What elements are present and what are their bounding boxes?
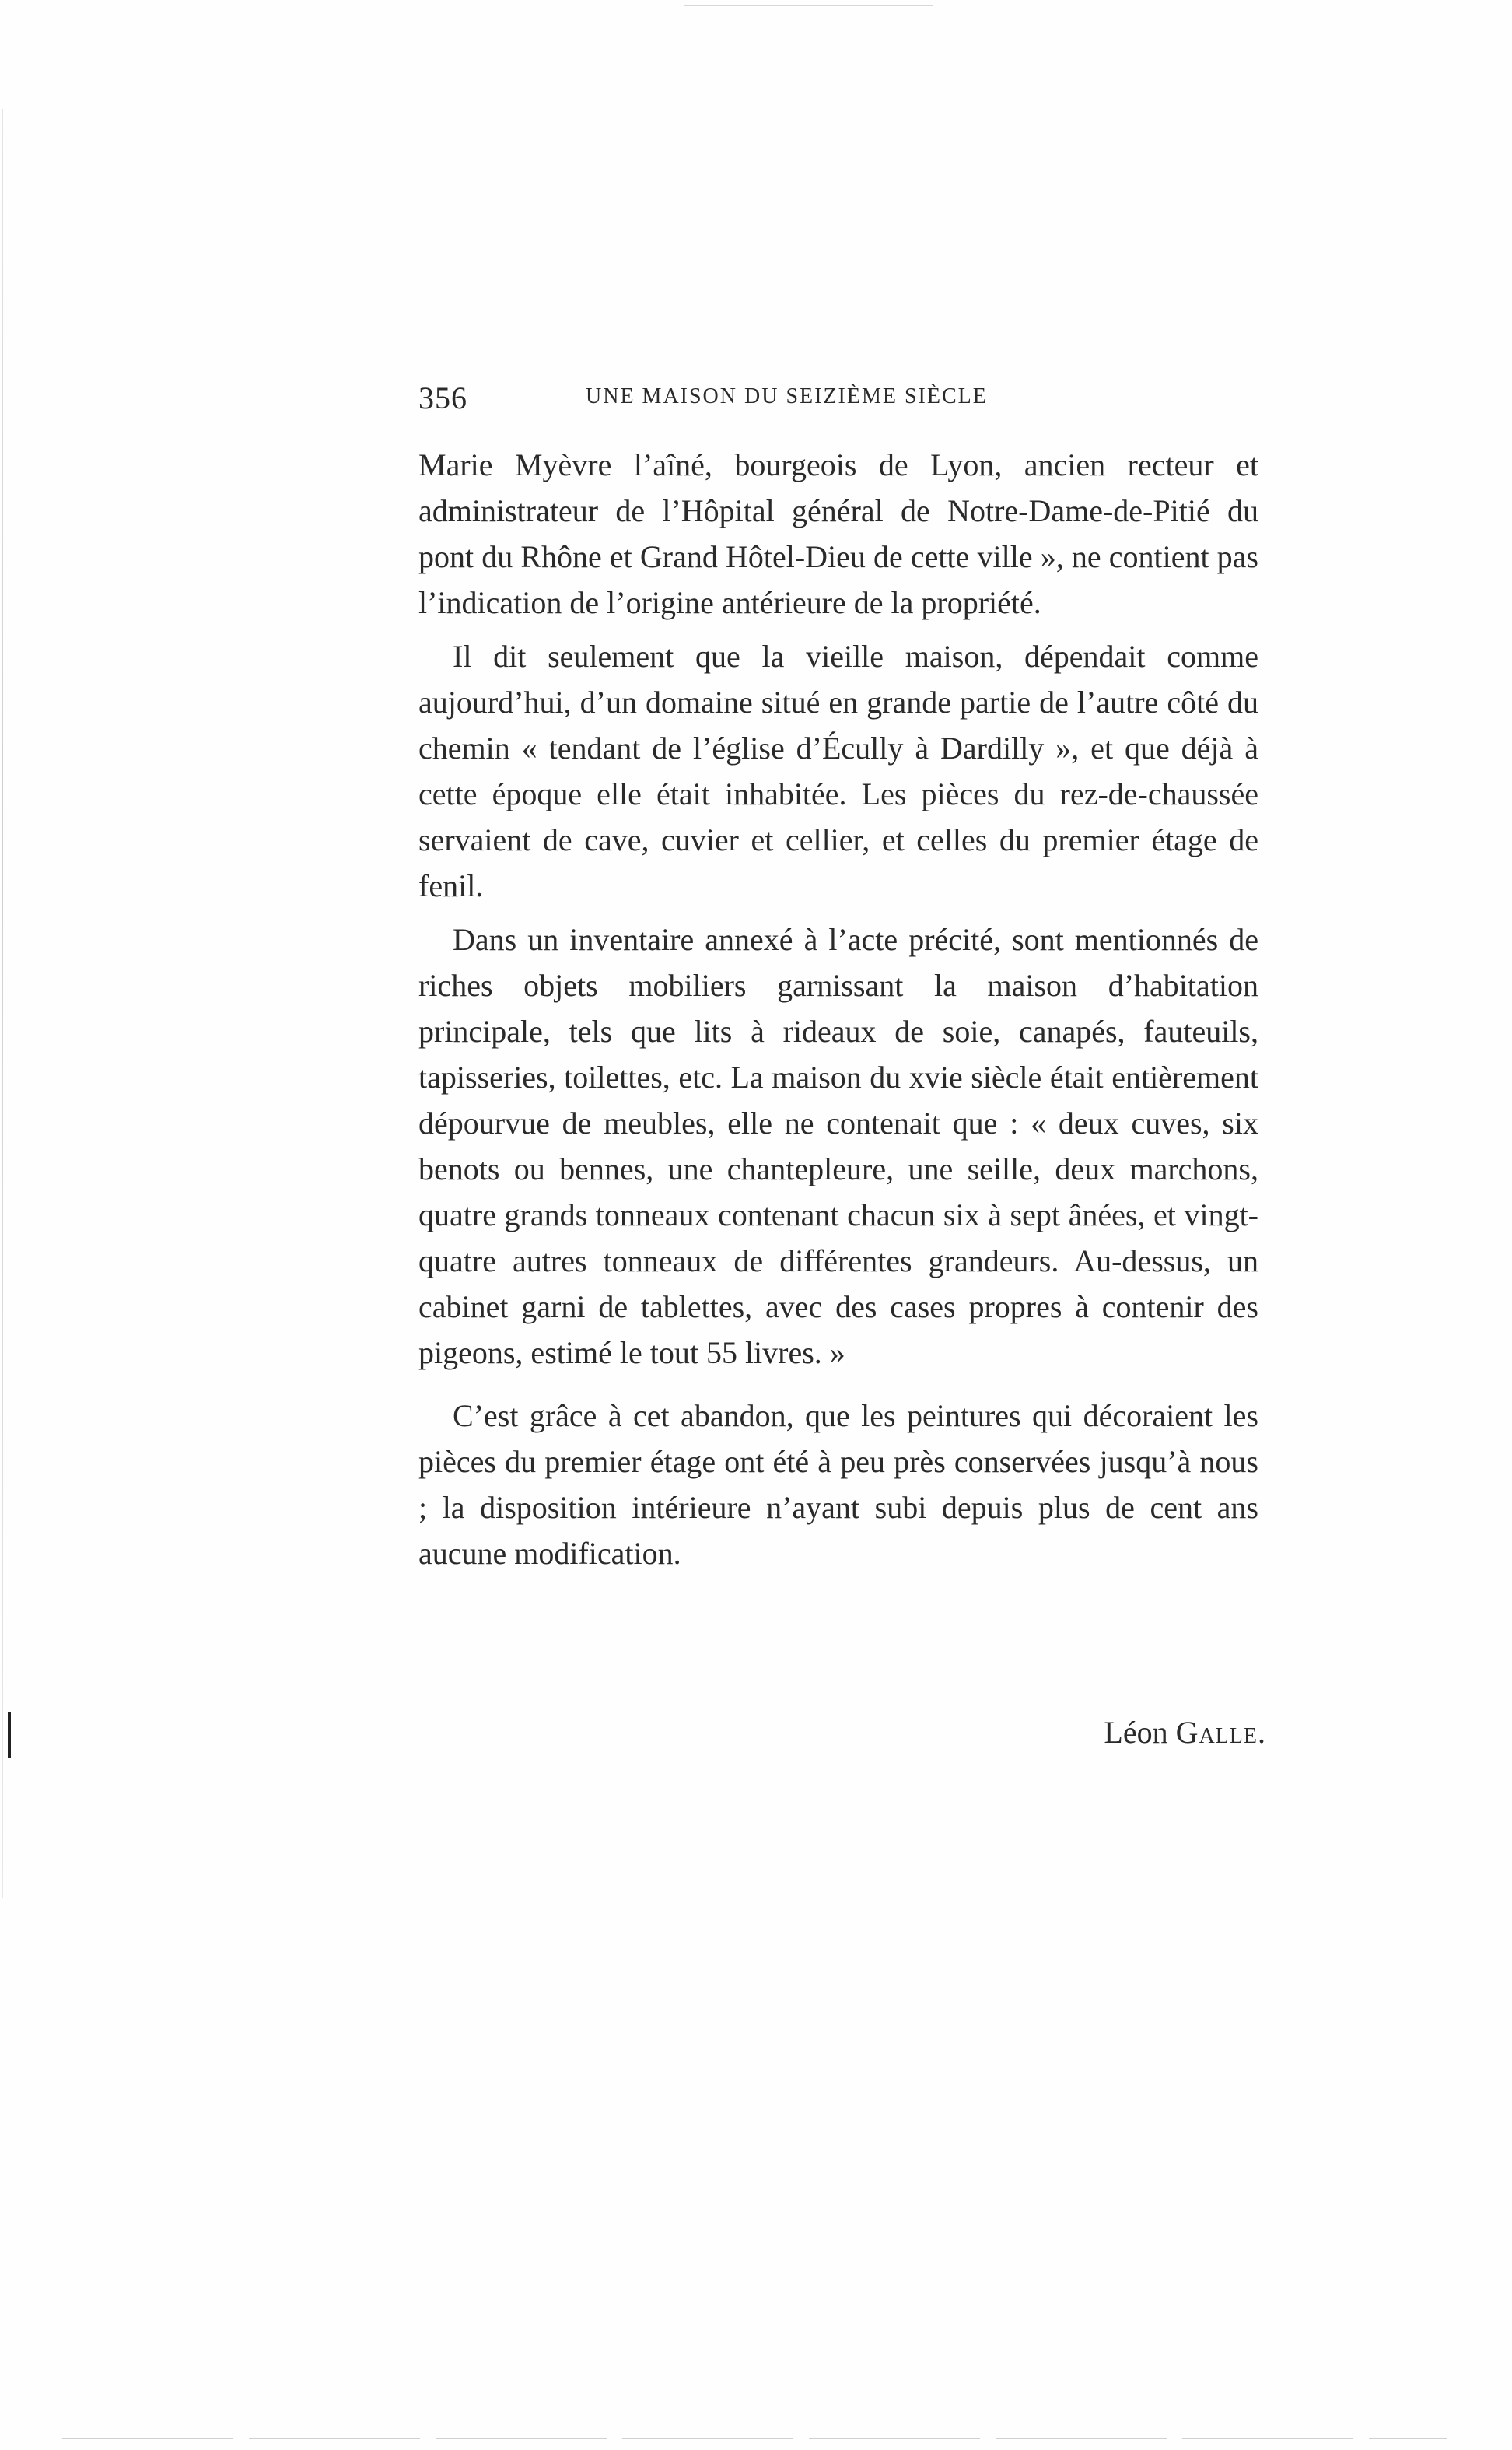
page-number: 356	[418, 380, 467, 415]
scan-mark	[8, 1712, 11, 1758]
author-first-name: Léon	[1104, 1715, 1168, 1750]
body-text	[418, 442, 1258, 1576]
author-signature	[1002, 1714, 1266, 1751]
header-title: UNE MAISON DU SEIZIÈME SIÈCLE	[586, 384, 988, 408]
paragraph-4: C’est grâce à cet abandon, que les peintures qui décoraient les pièces du premier étage ont été à peu près conservées jusqu’à nous ; la disposition intérieure n’ayant subi depuis plus de cent ans aucune modification.	[418, 1398, 1258, 1571]
scan-edge-left	[2, 109, 3, 1898]
scan-edge-bottom	[62, 2438, 1447, 2439]
author-last-name: Galle.	[1175, 1715, 1266, 1750]
paragraph-1: Marie Myèvre l’aîné, bourgeois de Lyon, ancien recteur et administrateur de l’Hôpital général de Notre-Dame-de-Pitié du pont du Rhône et Grand Hôtel-Dieu de cette ville », ne contient pas l’indication de l’origine antérieure de la propriété.	[418, 447, 1258, 620]
paragraph-3: Dans un inventaire annexé à l’acte précité, sont mentionnés de riches objets mobiliers garnissant la maison d’habitation principale, tels que lits à rideaux de soie, canapés, fauteuils, tapisseries, toilettes, etc. La maison du xvie siècle était entièrement dépourvue de meubles, elle ne contenait que : « deux cuves, six benots ou bennes, une chantepleure, une seille, deux marchons, quatre grands tonneaux contenant chacun six à sept ânées, et vingt-quatre autres tonneaux de différentes grandeurs. Au-dessus, un cabinet garni de tablettes, avec des cases propres à contenir des pigeons, estimé le tout 55 livres. »	[418, 922, 1258, 1370]
running-head	[418, 380, 1266, 419]
paragraph-2: Il dit seulement que la vieille maison, dépendait comme aujourd’hui, d’un domaine situé en grande partie de l’autre côté du chemin « tendant de l’église d’Écully à Dardilly », et que déjà à cette époque elle était inhabitée. Les pièces du rez-de-chaussée servaient de cave, cuvier et cellier, et celles du premier étage de fenil.	[418, 639, 1258, 903]
scan-edge-top	[684, 5, 933, 6]
